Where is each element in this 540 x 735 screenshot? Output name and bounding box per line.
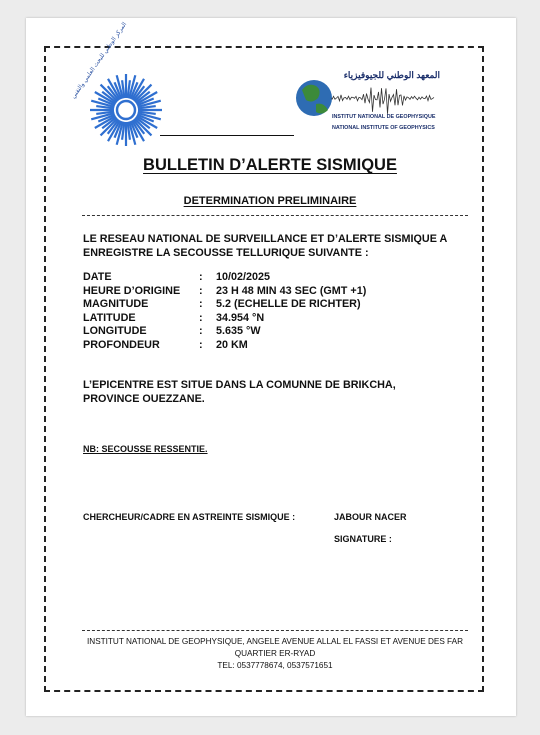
detail-separator: :	[199, 284, 203, 297]
detail-row	[83, 271, 366, 285]
page-subtitle: DETERMINATION PRELIMINAIRE	[183, 195, 357, 207]
detail-row	[83, 312, 366, 326]
divider-bottom	[82, 630, 468, 631]
header-underline	[160, 135, 294, 136]
detail-separator: :	[199, 271, 203, 283]
detail-value: 10/02/2025	[216, 271, 271, 283]
footer-line-1: INSTITUT NATIONAL DE GEOPHYSIQUE, ANGELE AVENUE ALLAL EL FASSI ET AVENUE DES FAR	[87, 637, 463, 646]
detail-separator: :	[199, 338, 203, 351]
detail-row	[83, 339, 366, 353]
signature-label: SIGNATURE :	[334, 534, 392, 544]
page-title: BULLETIN D’ALERTE SISMIQUE	[143, 156, 397, 174]
detail-separator: :	[199, 325, 203, 338]
detail-label: DATE	[83, 271, 112, 283]
detail-label: LONGITUDE	[83, 325, 147, 338]
divider-top	[82, 215, 468, 216]
detail-value: 5.2 (ECHELLE DE RICHTER)	[216, 298, 361, 311]
detail-label: MAGNITUDE	[83, 298, 149, 311]
detail-value: 23 H 48 MIN 43 SEC (GMT +1)	[216, 284, 367, 297]
detail-value: 34.954 °N	[216, 311, 265, 324]
detail-label: HEURE D’ORIGINE	[83, 284, 181, 297]
detail-label: LATITUDE	[83, 311, 136, 324]
intro-paragraph: LE RESEAU NATIONAL DE SURVEILLANCE ET D’ALERTE SISMIQUE A ENREGISTRE LA SECOUSSE TELLURIQUE SUIVANTE :	[83, 233, 447, 259]
footer-phone: TEL: 0537778674, 0537571651	[217, 661, 333, 670]
detail-row	[83, 285, 366, 299]
detail-label: PROFONDEUR	[83, 338, 160, 351]
detail-row	[83, 298, 366, 312]
institute-name-fr: INSTITUT NATIONAL DE GEOPHYSIQUE	[332, 114, 436, 120]
arabic-institute-right: المعهد الوطني للجيوفيزياء	[343, 70, 440, 80]
researcher-label: CHERCHEUR/CADRE EN ASTREINTE SISMIQUE :	[83, 512, 296, 522]
researcher-name: JABOUR NACER	[334, 512, 407, 522]
footer-address	[82, 636, 468, 672]
footer-line-2: QUARTIER ER-RYAD	[234, 649, 316, 658]
epicenter-paragraph: L’EPICENTRE EST SITUE DANS LA COMUNNE DE BRIKCHA, PROVINCE OUEZZANE.	[83, 379, 396, 405]
detail-value: 20 KM	[216, 338, 248, 351]
institute-name-en: NATIONAL INSTITUTE OF GEOPHYSICS	[332, 125, 435, 131]
cnrst-logo-icon	[88, 72, 164, 148]
details-table	[83, 271, 366, 353]
detail-row	[83, 325, 366, 339]
nb-note: NB: SECOUSSE RESSENTIE.	[83, 444, 208, 454]
detail-separator: :	[199, 311, 203, 324]
detail-value: 5.635 °W	[216, 325, 261, 338]
detail-separator: :	[199, 298, 203, 311]
